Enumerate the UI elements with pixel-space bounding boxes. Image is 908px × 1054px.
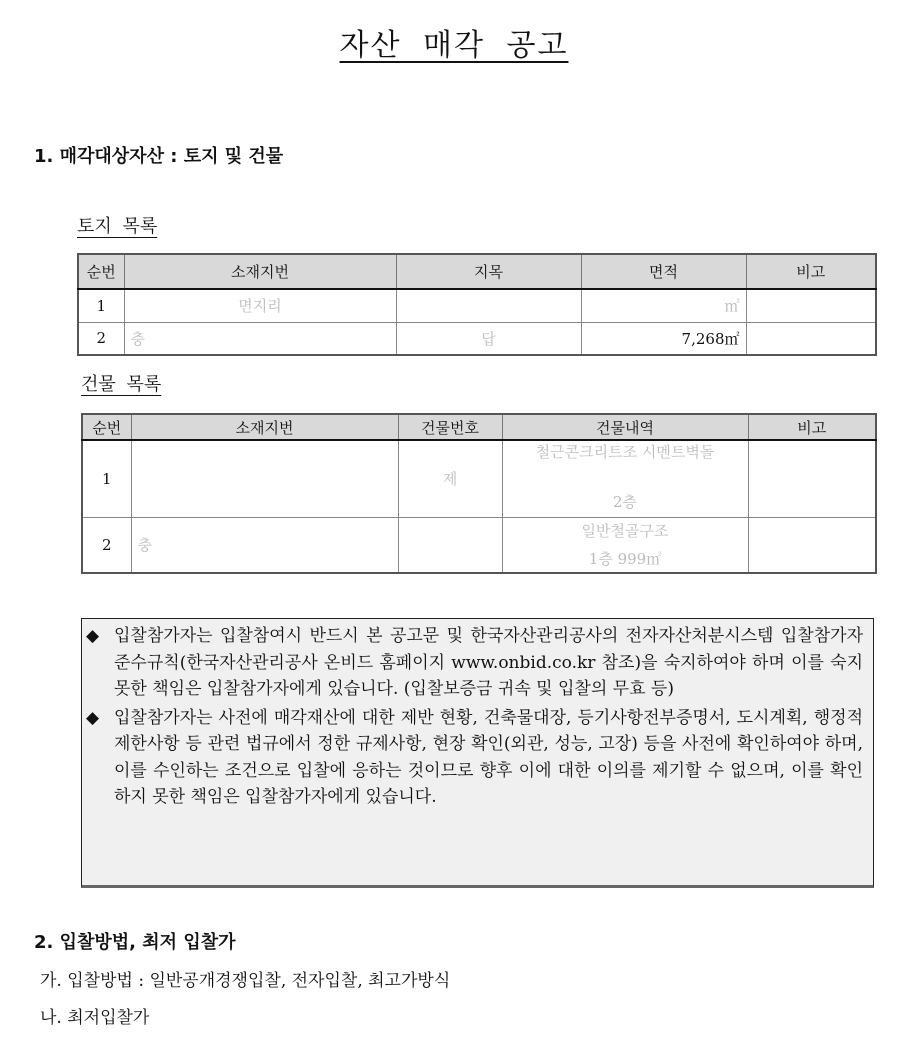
building-list-heading: 건물 목록: [81, 374, 162, 395]
cell-note: [746, 289, 876, 322]
diamond-bullet-icon: ◆: [86, 707, 100, 728]
table-row: [82, 440, 876, 517]
cell-area: ㎡: [581, 289, 746, 322]
col-header-note: 비고: [746, 254, 876, 289]
building-table-header: [82, 414, 876, 440]
col-header-details: 건물내역: [502, 414, 748, 440]
cell-address: 충: [131, 517, 398, 573]
cell-category: [396, 289, 581, 322]
cell-note: [746, 322, 876, 355]
cell-no: 2: [78, 322, 124, 355]
details-bottom: 1층 999㎡: [588, 549, 662, 568]
details-top: 일반철골구조: [581, 521, 669, 540]
cell-category: 답: [396, 322, 581, 355]
cell-no: 2: [82, 517, 131, 573]
section-1-heading: 1. 매각대상자산 : 토지 및 건물: [34, 146, 284, 167]
bid-method-line: 가. 입찰방법 : 일반공개경쟁입찰, 전자입찰, 최고가방식: [40, 971, 451, 991]
diamond-bullet-icon: ◆: [86, 626, 100, 646]
cell-details: [502, 517, 748, 573]
cell-building-no: 제: [398, 440, 502, 517]
col-header-no: 순번: [78, 254, 124, 289]
details-top: 철근콘크리트조 시멘트벽돌: [535, 443, 715, 461]
cell-area: 7,268㎡: [581, 322, 746, 355]
col-header-address: 소재지번: [124, 254, 396, 289]
cell-note: [748, 517, 876, 573]
cell-no: 1: [82, 440, 131, 517]
table-row: [82, 517, 876, 573]
col-header-area: 면적: [581, 254, 746, 289]
cell-details: [502, 440, 748, 517]
table-row: [78, 322, 876, 355]
building-table: [81, 413, 877, 574]
land-table-header: [78, 254, 876, 289]
cell-note: [748, 440, 876, 517]
col-header-no: 순번: [82, 414, 131, 440]
notice-item: [86, 623, 863, 703]
cell-address: 충: [124, 322, 396, 355]
notice-text: 입찰참가자는 사전에 매각재산에 대한 제반 현황, 건축물대장, 등기사항전부증명서, 도시계획, 행정적 제한사항 등 관련 법규에서 정한 규제사항, 현장 확인(외관, 성능, 고장) 등을 사전에 확인하여야 하며, 이를 수인하는 조건으로 입찰에 응하는 것이므로 향후 이에 대한 이의를 제기할 수 없으며, 이를 확인하지 못한 책임은 입찰참가자에게 있습니다.: [114, 707, 863, 807]
details-bottom: 2층: [612, 493, 638, 511]
cell-address: 면지리: [124, 289, 396, 322]
cell-address: [131, 440, 398, 517]
col-header-category: 지목: [396, 254, 581, 289]
section-2-heading: 2. 입찰방법, 최저 입찰가: [34, 932, 236, 953]
cell-building-no: [398, 517, 502, 573]
cell-no: 1: [78, 289, 124, 322]
land-list-heading: 토지 목록: [77, 216, 158, 237]
page-title: 자산 매각 공고: [339, 28, 569, 63]
minimum-bid-line: 나. 최저입찰가: [40, 1008, 150, 1028]
notice-item: [86, 705, 863, 811]
col-header-note: 비고: [748, 414, 876, 440]
col-header-address: 소재지번: [131, 414, 398, 440]
notice-box: [81, 618, 874, 888]
notice-text: 입찰참가자는 입찰참여시 반드시 본 공고문 및 한국자산관리공사의 전자자산처분시스템 입찰참가자 준수규칙(한국자산관리공사 온비드 홈페이지 www.onbid.co.kr 참조)을 숙지하여야 하며 이를 숙지 못한 책임은 입찰참가자에게 있습니다. (입찰보증금 귀속 및 입찰의 무효 등): [114, 626, 863, 699]
col-header-building-no: 건물번호: [398, 414, 502, 440]
table-row: [78, 289, 876, 322]
land-table: [77, 253, 877, 356]
